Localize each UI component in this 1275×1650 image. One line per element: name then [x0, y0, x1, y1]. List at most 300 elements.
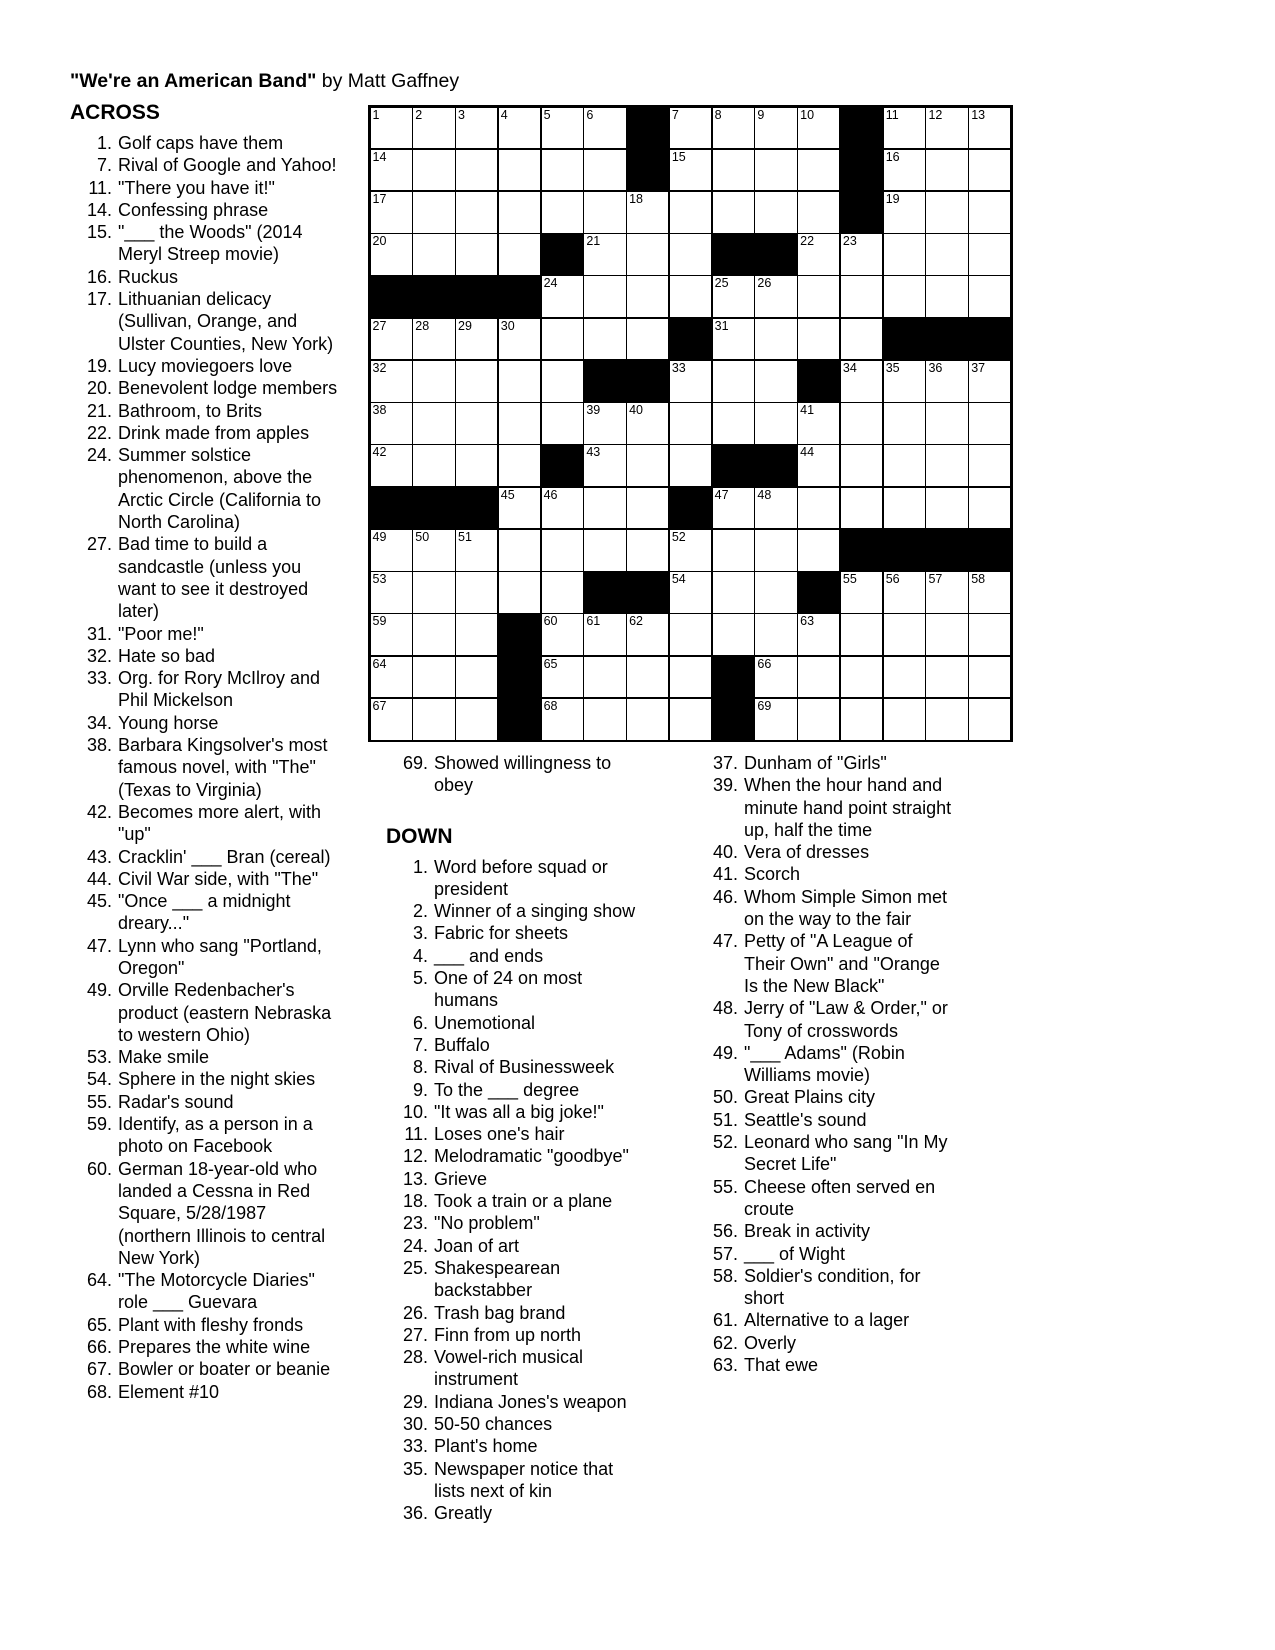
cell-number: 64 [372, 656, 387, 671]
grid-cell[interactable] [969, 403, 1010, 444]
clue-number: 53. [86, 1047, 112, 1068]
grid-cell[interactable] [798, 699, 839, 740]
grid-cell[interactable] [627, 276, 668, 317]
grid-cell[interactable] [627, 192, 668, 233]
grid-cell[interactable] [884, 276, 925, 317]
grid-cell[interactable] [969, 699, 1010, 740]
grid-cell[interactable] [670, 657, 711, 698]
grid-cell[interactable] [755, 488, 796, 529]
grid-cell[interactable] [926, 614, 967, 655]
grid-cell[interactable] [884, 192, 925, 233]
grid-cell-black [713, 234, 754, 275]
grid-cell[interactable] [584, 150, 625, 191]
clue-number: 8. [412, 1057, 428, 1078]
clue-text: Bathroom, to Brits [118, 400, 263, 421]
grid-cell[interactable] [413, 572, 454, 613]
grid-cell[interactable] [798, 192, 839, 233]
grid-cell[interactable] [755, 192, 796, 233]
grid-cell[interactable] [584, 276, 625, 317]
grid-cell[interactable] [969, 657, 1010, 698]
grid-cell[interactable] [884, 403, 925, 444]
clue-number: 37. [712, 753, 738, 773]
cell-number: 17 [372, 191, 387, 206]
cell-number: 65 [543, 656, 558, 671]
grid-cell[interactable] [584, 530, 625, 571]
clue-number: 60. [86, 1158, 112, 1179]
grid-cell[interactable] [627, 403, 668, 444]
clue-text: Summer solstice phenomenon, above the Arctic Circle (California to North Carolina) [118, 445, 322, 533]
grid-cell[interactable] [798, 108, 839, 149]
grid-cell[interactable] [798, 530, 839, 571]
clue-text: Cracklin' ___ Bran (cereal) [118, 846, 331, 867]
clue-text: "Poor me!" [118, 623, 204, 644]
grid-cell[interactable] [413, 234, 454, 275]
cell-number: 11 [885, 107, 899, 122]
cell-number: 7 [671, 107, 679, 122]
grid-cell[interactable] [755, 699, 796, 740]
grid-cell[interactable] [926, 403, 967, 444]
grid-cell[interactable] [413, 108, 454, 149]
clue [386, 752, 656, 797]
grid-cell[interactable] [755, 108, 796, 149]
clue-number: 1. [412, 856, 428, 877]
cell-number: 57 [928, 572, 943, 587]
grid-cell[interactable] [456, 572, 497, 613]
cell-number: 56 [885, 572, 900, 587]
grid-cell[interactable] [456, 445, 497, 486]
grid-cell[interactable] [926, 657, 967, 698]
clue-text: German 18-year-old who landed a Cessna in Red Square, 5/28/1987 (northern Illinois to central New York) [118, 1158, 326, 1268]
clue-text: When the hour hand and minute hand point straight up, half the time [744, 775, 952, 840]
grid-cell[interactable] [713, 614, 754, 655]
grid-cell[interactable] [841, 276, 882, 317]
grid-cell[interactable] [584, 699, 625, 740]
clue [70, 533, 370, 622]
grid-cell[interactable] [627, 445, 668, 486]
grid-cell[interactable] [670, 403, 711, 444]
grid-cell[interactable] [670, 361, 711, 402]
cell-number: 52 [671, 529, 686, 544]
grid-cell[interactable] [884, 657, 925, 698]
grid-cell[interactable] [798, 403, 839, 444]
grid-cell[interactable] [841, 234, 882, 275]
cell-number: 50 [415, 529, 430, 544]
cell-number: 58 [971, 572, 986, 587]
cell-number: 33 [671, 360, 686, 375]
grid-cell[interactable] [627, 234, 668, 275]
grid-cell[interactable] [584, 234, 625, 275]
grid-cell[interactable] [969, 234, 1010, 275]
grid-cell[interactable] [713, 530, 754, 571]
grid-cell[interactable] [542, 276, 583, 317]
grid-cell-black [584, 572, 625, 613]
clue-text: Seattle's sound [744, 1109, 867, 1130]
grid-cell[interactable] [969, 488, 1010, 529]
grid-cell[interactable] [542, 488, 583, 529]
grid-cell[interactable] [670, 699, 711, 740]
clue-text: "___ Adams" (Robin Williams movie) [744, 1042, 905, 1086]
grid-cell[interactable] [841, 319, 882, 360]
grid-cell[interactable] [499, 108, 540, 149]
clue-number: 69. [402, 753, 428, 773]
clue-number: 23. [402, 1213, 428, 1234]
clue-text: Winner of a singing show [434, 901, 636, 922]
clue [696, 774, 966, 841]
clue [70, 177, 370, 199]
grid-cell[interactable] [755, 276, 796, 317]
clue [386, 1413, 656, 1435]
clue [70, 422, 370, 444]
clue-number: 67. [86, 1359, 112, 1380]
grid-cell[interactable] [627, 488, 668, 529]
grid-cell[interactable] [584, 445, 625, 486]
grid-cell[interactable] [926, 276, 967, 317]
grid-cell-black [798, 572, 839, 613]
puzzle-title-row [70, 70, 459, 93]
grid-cell[interactable] [841, 657, 882, 698]
clue [70, 1091, 370, 1113]
clue-text: Org. for Rory McIlroy and Phil Mickelson [118, 668, 321, 711]
grid-cell[interactable] [413, 192, 454, 233]
grid-cell[interactable] [413, 319, 454, 360]
grid-cell[interactable] [670, 614, 711, 655]
grid-cell-black [670, 488, 711, 529]
grid-cell[interactable] [584, 192, 625, 233]
grid-cell[interactable] [969, 361, 1010, 402]
grid-cell[interactable] [371, 361, 412, 402]
grid-cell[interactable] [584, 403, 625, 444]
cell-number: 34 [842, 360, 857, 375]
cell-number: 37 [971, 360, 986, 375]
grid-cell[interactable] [413, 530, 454, 571]
grid-cell[interactable] [926, 192, 967, 233]
grid-cell[interactable] [627, 614, 668, 655]
clue-number: 41. [712, 864, 738, 885]
grid-cell[interactable] [969, 614, 1010, 655]
clue-text: Showed willingness to obey [434, 753, 612, 796]
grid-cell[interactable] [884, 361, 925, 402]
grid-cell[interactable] [841, 572, 882, 613]
grid-cell[interactable] [713, 192, 754, 233]
grid-cell[interactable] [627, 319, 668, 360]
grid-cell[interactable] [456, 530, 497, 571]
cell-number: 2 [415, 107, 423, 122]
clue-number: 50. [712, 1087, 738, 1108]
grid-cell[interactable] [456, 234, 497, 275]
grid-cell[interactable] [755, 530, 796, 571]
grid-cell[interactable] [713, 403, 754, 444]
clue-number: 58. [712, 1265, 738, 1286]
grid-cell[interactable] [371, 445, 412, 486]
grid-cell[interactable] [884, 614, 925, 655]
grid-cell[interactable] [542, 150, 583, 191]
clue [386, 1212, 656, 1234]
grid-cell-black [456, 276, 497, 317]
clue [386, 1034, 656, 1056]
grid-cell[interactable] [584, 108, 625, 149]
grid-cell-black [755, 445, 796, 486]
clue-number: 46. [712, 886, 738, 907]
clue-number: 7. [96, 155, 112, 176]
grid-cell[interactable] [456, 657, 497, 698]
grid-cell[interactable] [542, 319, 583, 360]
grid-cell[interactable] [884, 699, 925, 740]
grid-cell[interactable] [413, 614, 454, 655]
cell-number: 23 [842, 234, 857, 249]
grid-cell[interactable] [499, 403, 540, 444]
grid-cell[interactable] [371, 234, 412, 275]
grid-cell[interactable] [884, 572, 925, 613]
grid-cell[interactable] [713, 319, 754, 360]
grid-cell[interactable] [670, 276, 711, 317]
grid-cell[interactable] [584, 657, 625, 698]
clue-text: Dunham of "Girls" [744, 753, 887, 773]
grid-cell[interactable] [456, 108, 497, 149]
clue [70, 1046, 370, 1068]
grid-cell[interactable] [841, 614, 882, 655]
grid-cell[interactable] [371, 572, 412, 613]
clue-text: Drink made from apples [118, 422, 310, 443]
grid-cell[interactable] [713, 150, 754, 191]
grid-cell[interactable] [413, 361, 454, 402]
grid-cell[interactable] [456, 403, 497, 444]
grid-cell[interactable] [627, 699, 668, 740]
grid-cell[interactable] [926, 572, 967, 613]
grid-cell[interactable] [542, 192, 583, 233]
grid-cell[interactable] [841, 699, 882, 740]
grid-cell[interactable] [798, 276, 839, 317]
grid-cell[interactable] [969, 150, 1010, 191]
grid-cell[interactable] [499, 192, 540, 233]
grid-cell[interactable] [926, 488, 967, 529]
clue [386, 1079, 656, 1101]
grid-cell[interactable] [926, 699, 967, 740]
cell-number: 43 [586, 445, 601, 460]
cell-number: 29 [458, 318, 472, 333]
grid-cell[interactable] [371, 108, 412, 149]
cell-number: 60 [543, 614, 558, 629]
grid-cell[interactable] [499, 488, 540, 529]
grid-cell[interactable] [542, 108, 583, 149]
grid-cell[interactable] [841, 361, 882, 402]
clue [386, 1302, 656, 1324]
grid-cell[interactable] [884, 445, 925, 486]
clue [696, 1109, 966, 1131]
across-header: ACROSS [70, 101, 160, 124]
clue [70, 868, 370, 890]
cell-number: 62 [629, 614, 643, 629]
clue [386, 1235, 656, 1257]
puzzle-title: "We're an American Band" [70, 70, 317, 92]
grid-cell[interactable] [884, 234, 925, 275]
clue-number: 47. [712, 931, 738, 952]
grid-cell[interactable] [584, 319, 625, 360]
clue-text: Melodramatic "goodbye" [434, 1146, 629, 1167]
clue-number: 47. [86, 935, 112, 956]
grid-cell[interactable] [371, 403, 412, 444]
grid-cell[interactable] [755, 614, 796, 655]
clue-number: 49. [86, 980, 112, 1001]
clue [70, 355, 370, 377]
grid-cell[interactable] [627, 657, 668, 698]
grid-cell[interactable] [456, 150, 497, 191]
grid-cell[interactable] [542, 530, 583, 571]
grid-cell[interactable] [371, 657, 412, 698]
grid-cell[interactable] [371, 699, 412, 740]
clue-number: 32. [86, 645, 112, 666]
grid-cell[interactable] [413, 699, 454, 740]
grid-cell[interactable] [841, 445, 882, 486]
grid-cell[interactable] [926, 234, 967, 275]
clue [696, 886, 966, 931]
clue-text: Lucy moviegoers love [118, 355, 293, 376]
grid-cell[interactable] [926, 445, 967, 486]
clue [386, 1145, 656, 1167]
grid-cell[interactable] [456, 614, 497, 655]
grid-cell[interactable] [884, 488, 925, 529]
grid-cell[interactable] [926, 150, 967, 191]
grid-cell[interactable] [499, 234, 540, 275]
grid-cell[interactable] [499, 361, 540, 402]
grid-cell[interactable] [499, 572, 540, 613]
grid-cell[interactable] [755, 572, 796, 613]
grid-cell[interactable] [926, 108, 967, 149]
grid-cell[interactable] [371, 319, 412, 360]
grid-cell[interactable] [884, 108, 925, 149]
cell-number: 39 [586, 403, 601, 418]
grid-cell[interactable] [969, 276, 1010, 317]
grid-cell[interactable] [670, 530, 711, 571]
grid-cell[interactable] [755, 150, 796, 191]
grid-cell[interactable] [798, 488, 839, 529]
grid-cell[interactable] [670, 572, 711, 613]
grid-cell[interactable] [670, 192, 711, 233]
grid-cell[interactable] [969, 192, 1010, 233]
grid-cell[interactable] [542, 614, 583, 655]
grid-cell[interactable] [841, 403, 882, 444]
grid-cell[interactable] [456, 319, 497, 360]
clue-text: Indiana Jones's weapon [434, 1391, 627, 1412]
grid-cell[interactable] [798, 614, 839, 655]
grid-cell[interactable] [798, 445, 839, 486]
clue-number: 16. [86, 266, 112, 287]
grid-cell-black [969, 319, 1010, 360]
clue [70, 199, 370, 221]
grid-cell[interactable] [456, 361, 497, 402]
clue-text: Hate so bad [118, 645, 216, 666]
cell-number: 14 [372, 149, 387, 164]
cell-number: 18 [629, 191, 643, 206]
grid-cell[interactable] [542, 657, 583, 698]
clue-number: 11. [404, 1124, 428, 1145]
grid-cell[interactable] [670, 150, 711, 191]
grid-cell-black [926, 319, 967, 360]
cell-number: 69 [757, 698, 772, 713]
grid-cell[interactable] [713, 276, 754, 317]
grid-cell[interactable] [499, 319, 540, 360]
clue-number: 54. [86, 1069, 112, 1090]
grid-cell[interactable] [542, 361, 583, 402]
across-clue-list [70, 132, 370, 1403]
grid-cell[interactable] [798, 657, 839, 698]
clue-text: Barbara Kingsolver's most famous novel, with "The" (Texas to Virginia) [118, 735, 328, 800]
grid-cell[interactable] [713, 572, 754, 613]
grid-cell[interactable] [456, 699, 497, 740]
grid-cell[interactable] [755, 657, 796, 698]
grid-cell[interactable] [499, 530, 540, 571]
grid-cell-black [499, 657, 540, 698]
grid-cell[interactable] [542, 403, 583, 444]
clue-text: Jerry of "Law & Order," or Tony of crosswords [744, 998, 948, 1041]
clue [70, 623, 370, 645]
clue-number: 12. [402, 1146, 428, 1167]
clue [70, 221, 370, 266]
clue [70, 1269, 370, 1314]
clue [386, 900, 656, 922]
clue [70, 1381, 370, 1403]
grid-cell[interactable] [371, 530, 412, 571]
grid-cell[interactable] [755, 361, 796, 402]
grid-cell[interactable] [884, 150, 925, 191]
grid-cell[interactable] [798, 234, 839, 275]
grid-cell[interactable] [755, 403, 796, 444]
grid-cell[interactable] [371, 192, 412, 233]
grid-cell[interactable] [841, 488, 882, 529]
clue-number: 39. [712, 775, 738, 796]
grid-cell[interactable] [926, 361, 967, 402]
clue-text: Vowel-rich musical instrument [434, 1347, 584, 1390]
grid-cell[interactable] [371, 150, 412, 191]
grid-cell[interactable] [413, 657, 454, 698]
grid-cell[interactable] [969, 572, 1010, 613]
grid-cell[interactable] [713, 108, 754, 149]
grid-cell[interactable] [713, 361, 754, 402]
clue-text: Benevolent lodge members [118, 378, 338, 399]
grid-cell[interactable] [413, 150, 454, 191]
grid-cell[interactable] [627, 530, 668, 571]
grid-cell[interactable] [413, 403, 454, 444]
grid-cell[interactable] [584, 488, 625, 529]
cell-number: 4 [500, 107, 508, 122]
grid-cell[interactable] [798, 150, 839, 191]
grid-cell[interactable] [584, 614, 625, 655]
cell-number: 54 [671, 572, 686, 587]
grid-cell[interactable] [542, 699, 583, 740]
grid-cell[interactable] [413, 445, 454, 486]
clue [386, 1435, 656, 1457]
grid-cell[interactable] [670, 445, 711, 486]
grid-cell[interactable] [755, 319, 796, 360]
grid-cell[interactable] [542, 572, 583, 613]
grid-cell[interactable] [969, 108, 1010, 149]
clue [386, 1190, 656, 1212]
grid-cell[interactable] [713, 488, 754, 529]
clue-number: 49. [712, 1042, 738, 1063]
grid-cell[interactable] [670, 108, 711, 149]
grid-cell[interactable] [798, 319, 839, 360]
clue [386, 1346, 656, 1391]
clue-text: "It was all a big joke!" [434, 1101, 604, 1122]
clue [70, 890, 370, 935]
grid-cell[interactable] [456, 192, 497, 233]
cell-number: 55 [842, 572, 857, 587]
grid-cell[interactable] [371, 614, 412, 655]
grid-cell[interactable] [499, 445, 540, 486]
grid-cell[interactable] [499, 150, 540, 191]
grid-cell-black [713, 445, 754, 486]
grid-cell[interactable] [670, 234, 711, 275]
grid-cell[interactable] [969, 445, 1010, 486]
